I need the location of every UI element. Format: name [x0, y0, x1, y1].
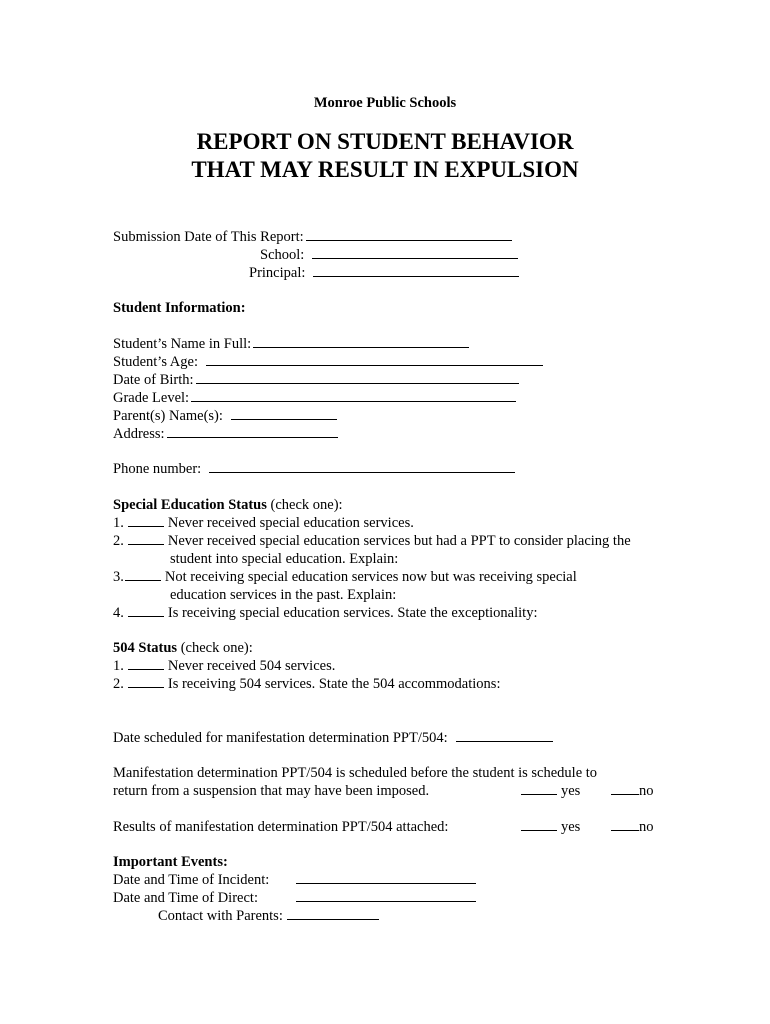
- option-number: 4.: [113, 605, 124, 621]
- parents-label: Parent(s) Name(s):: [113, 408, 223, 424]
- option-text: Never received 504 services.: [167, 658, 336, 674]
- special-ed-option-continuation: education services in the past. Explain:: [170, 587, 397, 603]
- student-name-row: [113, 335, 469, 353]
- address-field[interactable]: [167, 425, 338, 438]
- results-yes-option: [521, 818, 580, 836]
- option-checkbox[interactable]: [128, 514, 164, 527]
- submission-date-field[interactable]: [306, 228, 512, 241]
- principal-label: Principal:: [249, 265, 306, 281]
- status-504-option: [113, 675, 500, 693]
- status-504-heading-bold: 504 Status: [113, 640, 178, 656]
- results-yes-blank[interactable]: [521, 818, 557, 831]
- incident-row: [113, 871, 269, 889]
- incident-field[interactable]: [296, 871, 476, 884]
- option-number: 2.: [113, 533, 124, 549]
- report-title-line2: THAT MAY RESULT IN EXPULSION: [191, 157, 579, 182]
- manifestation-date-field[interactable]: [456, 729, 553, 742]
- contact-row: [158, 907, 379, 925]
- special-ed-option: [113, 604, 537, 622]
- direct-row: [113, 889, 258, 907]
- status-504-heading-rest: (check one):: [177, 640, 253, 656]
- manifestation-scheduled-line1: Manifestation determination PPT/504 is scheduled before the student is schedule to: [113, 765, 598, 781]
- scheduled-no-blank[interactable]: [611, 782, 639, 795]
- option-checkbox[interactable]: [128, 657, 164, 670]
- student-info-heading: Student Information:: [113, 300, 246, 316]
- address-label: Address:: [113, 426, 165, 442]
- dob-row: [113, 371, 519, 389]
- school-label: School:: [260, 247, 305, 263]
- contact-label: Contact with Parents:: [158, 908, 283, 924]
- option-text: Never received special education services but had a PPT to consider placing the: [167, 533, 631, 549]
- option-number: 1.: [113, 658, 124, 674]
- student-age-field[interactable]: [206, 353, 543, 366]
- submission-date-row: [113, 228, 512, 246]
- phone-label: Phone number:: [113, 461, 202, 477]
- option-number: 2.: [113, 676, 124, 692]
- direct-label: Date and Time of Direct:: [113, 890, 258, 906]
- grade-label: Grade Level:: [113, 390, 190, 406]
- direct-field[interactable]: [296, 889, 476, 902]
- option-number: 1.: [113, 515, 124, 531]
- option-text: Is receiving special education services. State the exceptionality:: [167, 605, 538, 621]
- special-ed-heading-rest: (check one):: [266, 497, 343, 513]
- organization-name: Monroe Public Schools: [313, 95, 457, 111]
- manifestation-date-row: [113, 729, 553, 747]
- option-text: Never received special education services.: [167, 515, 414, 531]
- student-age-row: [113, 353, 543, 371]
- yes-label: yes: [561, 819, 581, 835]
- student-name-field[interactable]: [253, 335, 469, 348]
- option-number: 3.: [113, 569, 124, 585]
- option-text: Not receiving special education services now but was receiving special: [164, 569, 577, 585]
- student-age-label: Student’s Age:: [113, 354, 198, 370]
- option-checkbox[interactable]: [128, 675, 164, 688]
- phone-field[interactable]: [209, 460, 515, 473]
- special-ed-heading: [113, 496, 343, 514]
- principal-field[interactable]: [313, 264, 519, 277]
- option-checkbox[interactable]: [128, 604, 164, 617]
- status-504-heading: [113, 639, 253, 657]
- manifestation-scheduled-line2: return from a suspension that may have been imposed.: [113, 783, 430, 799]
- option-text: Is receiving 504 services. State the 504 accommodations:: [167, 676, 501, 692]
- special-ed-heading-bold: Special Education Status: [113, 497, 267, 513]
- scheduled-yes-option: [521, 782, 580, 800]
- report-title-line1: REPORT ON STUDENT BEHAVIOR: [196, 129, 574, 154]
- parents-field[interactable]: [231, 407, 337, 420]
- grade-row: [113, 389, 516, 407]
- incident-field-wrap: [296, 871, 476, 889]
- phone-row: [113, 460, 515, 478]
- results-attached-label: Results of manifestation determination PPT/504 attached:: [113, 819, 449, 835]
- yes-label: yes: [561, 783, 581, 799]
- principal-row: [249, 264, 519, 282]
- parents-row: [113, 407, 337, 425]
- status-504-option: [113, 657, 335, 675]
- contact-field[interactable]: [287, 907, 379, 920]
- option-checkbox[interactable]: [125, 568, 161, 581]
- submission-date-label: Submission Date of This Report:: [113, 229, 304, 245]
- student-name-label: Student’s Name in Full:: [113, 336, 252, 352]
- school-field[interactable]: [312, 246, 518, 259]
- direct-field-wrap: [296, 889, 476, 907]
- dob-label: Date of Birth:: [113, 372, 194, 388]
- option-checkbox[interactable]: [128, 532, 164, 545]
- scheduled-yes-blank[interactable]: [521, 782, 557, 795]
- incident-label: Date and Time of Incident:: [113, 872, 270, 888]
- no-label: no: [639, 783, 654, 799]
- address-row: [113, 425, 338, 443]
- special-ed-option: [113, 568, 577, 586]
- special-ed-option-continuation: student into special education. Explain:: [170, 551, 399, 567]
- special-ed-option: [113, 514, 414, 532]
- dob-field[interactable]: [196, 371, 519, 384]
- school-row: [260, 246, 518, 264]
- grade-field[interactable]: [191, 389, 516, 402]
- results-no-blank[interactable]: [611, 818, 639, 831]
- no-label: no: [639, 819, 654, 835]
- special-ed-option: [113, 532, 631, 550]
- scheduled-no-option: [611, 782, 654, 800]
- results-no-option: [611, 818, 654, 836]
- important-events-heading: Important Events:: [113, 854, 228, 870]
- manifestation-date-label: Date scheduled for manifestation determination PPT/504:: [113, 730, 448, 746]
